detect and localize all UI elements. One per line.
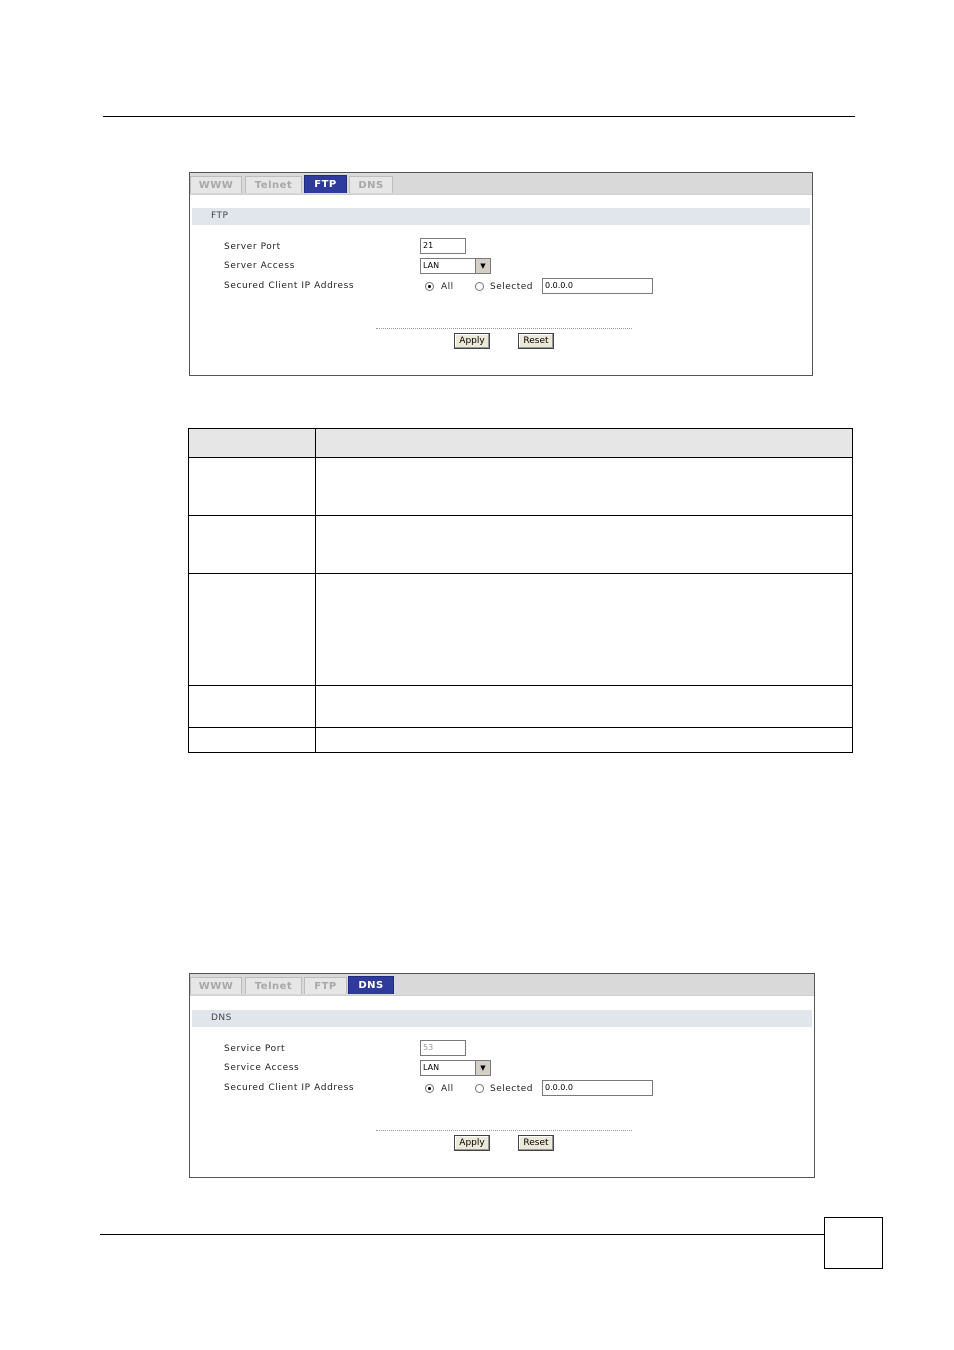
section-title: FTP — [211, 211, 229, 221]
client-ip-input[interactable]: 0.0.0.0 — [542, 1080, 653, 1096]
radio-all[interactable] — [425, 282, 434, 291]
section-header — [192, 1010, 812, 1027]
divider — [376, 1130, 632, 1131]
service-port-label: Service Port — [224, 1044, 286, 1054]
footer-rule — [100, 1234, 824, 1235]
table-row — [189, 516, 853, 574]
radio-all[interactable] — [425, 1084, 434, 1093]
radio-all-label: All — [441, 282, 454, 292]
tab-bar — [190, 173, 812, 195]
apply-button[interactable]: Apply — [454, 1135, 490, 1151]
radio-all-label: All — [441, 1084, 454, 1094]
tab-ftp[interactable]: FTP — [304, 175, 347, 193]
tab-bar — [190, 974, 814, 996]
secured-client-ip-label: Secured Client IP Address — [224, 1083, 355, 1093]
dns-screenshot — [189, 973, 815, 1178]
header-rule — [103, 116, 855, 117]
tab-telnet[interactable]: Telnet — [245, 977, 302, 994]
radio-selected-label: Selected — [490, 1084, 534, 1094]
server-port-label: Server Port — [224, 242, 281, 252]
chevron-down-icon[interactable]: ▼ — [475, 1061, 490, 1075]
table-row — [189, 686, 853, 728]
table-row — [189, 574, 853, 686]
divider — [376, 328, 632, 329]
reset-button[interactable]: Reset — [518, 1135, 554, 1151]
server-access-label: Server Access — [224, 261, 295, 271]
chevron-down-icon[interactable]: ▼ — [475, 259, 490, 273]
apply-button[interactable]: Apply — [454, 333, 490, 349]
section-header — [192, 208, 810, 225]
server-access-select[interactable] — [420, 258, 491, 274]
server-access-value: LAN — [423, 261, 440, 270]
tab-dns[interactable]: DNS — [348, 976, 394, 994]
ftp-screenshot — [189, 172, 813, 376]
reset-button[interactable]: Reset — [518, 333, 554, 349]
tab-www[interactable]: WWW — [190, 977, 242, 994]
tab-www[interactable]: WWW — [190, 176, 242, 193]
section-title: DNS — [211, 1013, 232, 1023]
table-row — [189, 458, 853, 516]
client-ip-input[interactable]: 0.0.0.0 — [542, 278, 653, 294]
tab-telnet[interactable]: Telnet — [245, 176, 302, 193]
field-description-table — [188, 428, 853, 753]
server-port-input[interactable]: 21 — [420, 238, 466, 254]
table-header-row — [189, 429, 853, 458]
table-row — [189, 728, 853, 753]
service-access-label: Service Access — [224, 1063, 300, 1073]
tab-ftp[interactable]: FTP — [304, 977, 347, 994]
secured-client-ip-label: Secured Client IP Address — [224, 281, 355, 291]
service-access-select[interactable] — [420, 1060, 491, 1076]
tab-dns[interactable]: DNS — [349, 176, 393, 193]
service-access-value: LAN — [423, 1063, 440, 1072]
radio-selected[interactable] — [475, 1084, 484, 1093]
radio-selected[interactable] — [475, 282, 484, 291]
service-port-input[interactable]: 53 — [420, 1040, 466, 1056]
radio-selected-label: Selected — [490, 282, 534, 292]
page-number-box — [824, 1217, 883, 1269]
